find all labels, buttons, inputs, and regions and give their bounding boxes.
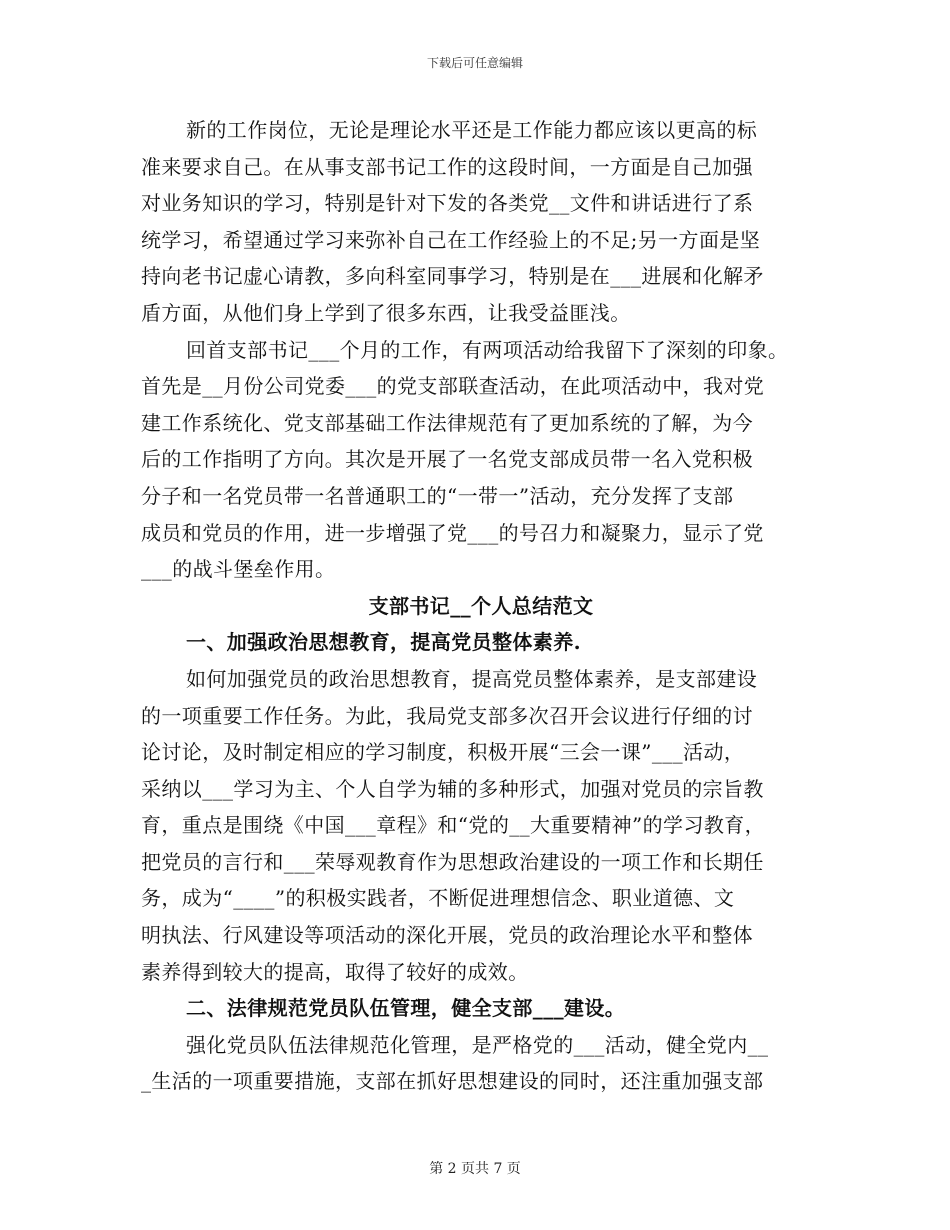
page-header: 下载后可任意编辑 — [426, 56, 523, 70]
text-line: 首先是__月份公司党委___的党支部联查活动，在此项活动中，我对党 — [141, 374, 765, 399]
section-heading: 二、法律规范党员队伍管理，健全支部___建设。 — [186, 996, 626, 1021]
text-line: 新的工作岗位，无论是理论水平还是工作能力都应该以更高的标 — [186, 118, 758, 142]
text-line: 素养得到较大的提高，取得了较好的成效。 — [141, 959, 529, 984]
text-line: 建工作系统化、党支部基础工作法律规范有了更加系统的了解，为今 — [141, 410, 753, 435]
text-line: 对业务知识的学习，特别是针对下发的各类党__文件和讲话进行了系 — [141, 191, 754, 216]
text-line: 强化党员队伍法律规范化管理，是严格党的___活动，健全党内__ — [186, 1032, 769, 1057]
text-line: ___的战斗堡垒作用。 — [141, 557, 336, 582]
text-line: 把党员的言行和___荣辱观教育作为思想政治建设的一项工作和长期任 — [141, 849, 764, 874]
text-line: 论讨论，及时制定相应的学习制度，积极开展“三会一课”___活动， — [141, 740, 745, 765]
text-line: 统学习，希望通过学习来弥补自己在工作经验上的不足;另一方面是坚 — [141, 227, 761, 252]
document-body — [141, 112, 821, 1100]
text-line: 育，重点是围绕《中国___章程》和“党的__大重要精神”的学习教育， — [141, 813, 766, 838]
text-line: 如何加强党员的政治思想教育，提高党员整体素养，是支部建设 — [186, 666, 758, 691]
text-line: 明执法、行风建设等项活动的深化开展，党员的政治理论水平和整体 — [141, 923, 753, 948]
section-title: 支部书记__个人总结范文 — [368, 593, 594, 618]
text-line: 的一项重要工作任务。为此，我局党支部多次召开会议进行仔细的讨 — [141, 703, 753, 728]
text-line: 准来要求自己。在从事支部书记工作的这段时间，一方面是自己加强 — [141, 154, 753, 179]
page-footer: 第 2 页共 7 页 — [429, 1161, 521, 1177]
text-line: 回首支部书记___个月的工作，有两项活动给我留下了深刻的印象。 — [186, 337, 789, 362]
text-line: 务，成为“____”的积极实践者，不断促进理想信念、职业道德、文 — [141, 886, 735, 911]
text-line: 成员和党员的作用，进一步增强了党___的号召力和凝聚力，显示了党 — [141, 520, 764, 545]
text-line: 盾方面，从他们身上学到了很多东西，让我受益匪浅。 — [141, 300, 631, 325]
text-line: _生活的一项重要措施，支部在抓好思想建设的同时，还注重加强支部 — [141, 1069, 764, 1094]
text-line: 分子和一名党员带一名普通职工的“一带一”活动，充分发挥了支部 — [141, 483, 734, 508]
text-line: 持向老书记虚心请教，多向科室同事学习，特别是在___进展和化解矛 — [141, 264, 764, 289]
text-line: 采纳以___学习为主、个人自学为辅的多种形式，加强对党员的宗旨教 — [141, 776, 764, 801]
section-heading: 一、加强政治思想教育，提高党员整体素养. — [186, 630, 581, 655]
text-line: 后的工作指明了方向。其次是开展了一名党支部成员带一名入党积极 — [141, 447, 753, 472]
